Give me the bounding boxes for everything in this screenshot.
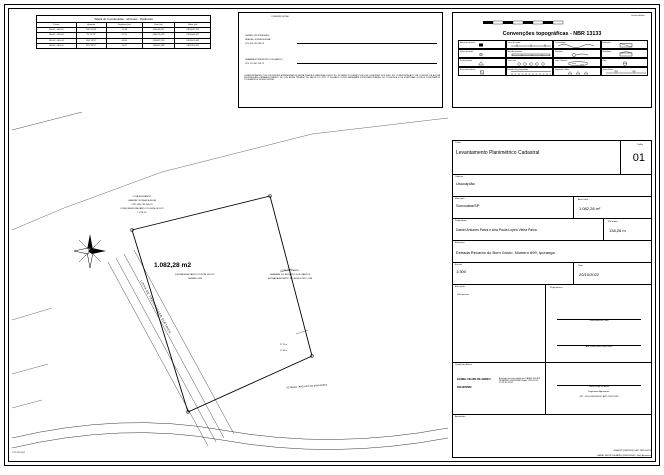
improvement-icon (602, 51, 649, 57)
tb-city-row (453, 197, 651, 219)
tb-owner-row (453, 219, 651, 241)
convention-label: Rede elétrica (602, 68, 614, 71)
cell: 156°78'12" (76, 38, 106, 43)
owner-line-1: GRACIELI FONSECA SILVA (245, 39, 271, 41)
convention-estaca-de-madeira (458, 67, 506, 76)
right-neighbour-line-3: ESTRADA RECANTO DO BOM GOSTO, 699 (267, 278, 313, 280)
cell: 27,11 (106, 33, 142, 38)
col-head-azimute: Azimute (76, 23, 106, 28)
footer-left: CT-TOPO-001 (12, 452, 25, 454)
convention-lago-represa (553, 58, 601, 67)
convention-label: Edificação (602, 41, 611, 44)
convention-label: Vegetação / Mata (555, 68, 569, 71)
convention-vertice-de-divisa (458, 49, 506, 58)
convention-cerca-viva (506, 58, 554, 67)
left-neighbour-line-4: CONDOMÍNIO RECANTO DO BOM GOSTO (120, 208, 164, 210)
cell: 254671,478 (142, 33, 175, 38)
convention-label: Vértice de divisa (460, 50, 474, 53)
lot-address-line-2: NÚMERO 699 (188, 278, 202, 280)
convention-muro-de-alvenaria (506, 49, 554, 58)
resp-label: Quadro de Áreas: (455, 364, 473, 366)
left-neighbour-line-3: CPF: 855.746.768-73 (131, 204, 153, 206)
object-label: Objetivo: (455, 176, 464, 178)
lot-address-line-1: ESTRADA RECANTO DO BOM GOSTO (175, 274, 215, 276)
owner-label: Proprietário: (455, 220, 467, 222)
site-plan-drawing (12, 112, 448, 456)
city-value: Sorocaba/SP (456, 203, 480, 208)
cell: 254645,032 (142, 28, 175, 33)
cell: 45,96 (106, 38, 142, 43)
dimension-1: 27,11 m (280, 344, 288, 346)
title-block (452, 140, 652, 458)
tb-notes-row (453, 415, 651, 475)
rule-2 (297, 63, 437, 64)
owners-label: Proprietários: (550, 287, 564, 289)
sheet-number: 01 (632, 152, 645, 164)
coordinate-table-title: Tabela de Coordenadas - azimutes - Distâncias (36, 15, 211, 22)
convention-label: Curso d'água (555, 41, 566, 44)
convention-ponto-de-apoio (458, 58, 506, 67)
object-value: Usucapião (456, 181, 475, 186)
right-neighbour-line-1: CONFRONTANTE: (280, 270, 300, 272)
convention-poco (601, 58, 649, 67)
convention-label: Benfeitoria (602, 50, 612, 53)
wall-icon (507, 51, 554, 57)
tb-scale-row (453, 263, 651, 285)
compass-icon (70, 230, 110, 272)
tech-name: Daniel Felipe de Abreu (588, 386, 610, 388)
lake-icon (554, 60, 601, 66)
exec-value: Visto pessoal (457, 294, 469, 296)
convention-label: Marco de concreto (460, 41, 475, 44)
left-neighbour-line-2: GRACIELI FONSECA SILVA (128, 200, 156, 202)
table-row (37, 43, 211, 48)
area-label: Área Total: (578, 199, 589, 201)
bottom-road-label: ESTRADA - RECANTO DO BOM GOSTO (286, 384, 328, 390)
cell: 15,47 (106, 43, 142, 48)
col-head-ponto: Ponto (37, 23, 77, 28)
left-neighbour-line-1: CONFRONTANTE: (132, 196, 152, 198)
cell: 254661,438 (142, 43, 175, 48)
resp-name: DANIEL FELIPE DE ABREU (457, 378, 491, 381)
convention-curso-dagua (553, 40, 601, 49)
convention-label: Poço (602, 59, 607, 62)
convention-label: Ponto de apoio (460, 59, 473, 62)
convention-edificacao (601, 40, 649, 49)
col-head-norte: Norte (m) (175, 23, 211, 28)
sheet-label: Folha (637, 144, 643, 146)
city-label: Município: (455, 198, 465, 200)
convention-label: Cerca viva (507, 59, 516, 62)
cell: 75°17'05" (76, 33, 106, 38)
fence-icon (507, 42, 554, 48)
cell: 221°39'17" (76, 43, 106, 48)
cell: 236°37'09" (76, 28, 106, 33)
annotations-label: Anotações: (455, 416, 466, 418)
convention-label: Estrada não pavimentada (507, 68, 528, 71)
resp-registration: 5641305580 (457, 386, 472, 389)
address-label: Endereço: (455, 242, 465, 244)
notes-body: CONFRONTANTES COM OS IMÓVEIS APRESENTADOS NESTA PLANTA E MEMORIAL ÚNICO NO TOCANTE DO ESPAÇO EM QUE CONFIRMO DOS FINS. FOI CONFRONTAÇÃO COM O IMÓVEL DE ACQUA PROPRIEDADE ESTABELECIMENTO DE QUE ASSIM TÉRMINO DE VALOR DO TIPO, O ELEVADO OUTRO ARREMATE ESTÁ PARTICIPAÇÃO DO CONJUGUE E DE EVENTUAIS OUTROS CONDÔMINOS TITULARES DE NOSSO IMÓVEL. (244, 75, 440, 82)
building-icon (602, 42, 649, 48)
notes-title: CONFERIR NOTAS (271, 16, 289, 18)
cell: M0-03 - M0-04 (37, 38, 77, 43)
cell: 7401411,437 (175, 43, 211, 48)
cell: M0-04 - M0-01 (37, 43, 77, 48)
right-neighbour-line-2: GRAVAME DO RECANTO DOS SANTOS (269, 274, 311, 276)
owner-line-3: GRAVAME ET/REGISTRO DOS SANTOS (245, 59, 283, 61)
convention-label: Lago / Represa (555, 59, 568, 62)
owner-value: Daniel Antunes Paiva e Ana Paula Lopes Vieira Paiva (456, 228, 537, 232)
lot-area-label: 1.082,28 m2 (154, 262, 192, 269)
notes-box (238, 12, 443, 108)
well-icon (602, 60, 649, 66)
convention-label: Estaca de madeira (460, 68, 475, 71)
tech-registration: CRT - 5641-5069595108 - ART 2232774491 (579, 396, 619, 398)
convention-label: Nascente (555, 50, 563, 53)
cell: 7401441,482 (175, 38, 211, 43)
tb-address-row (453, 241, 651, 263)
resp-digital-note: Assinado de forma digital por DANIEL FELIPE DE ABREU:5641305580 Dados: 2022.10.20 17:42:18 -03'00' (499, 378, 541, 385)
exec-label: Execução: (455, 286, 466, 288)
rule-1 (297, 43, 437, 44)
control-point-icon (459, 60, 506, 66)
convention-rede-eletrica (601, 67, 649, 76)
perimeter-label: Perímetro: (608, 221, 619, 223)
marco-icon (459, 42, 506, 48)
north-compass (70, 230, 110, 272)
scale-label: Escala: (455, 264, 463, 266)
dimension-2: 17,49 m (280, 350, 288, 352)
address-value: Estrada Recanto do Bom Gosto, Número 699, Iporanga (456, 250, 555, 255)
footer-right-1: CREA-SP 5069595035 / ART 28027944170 (613, 450, 652, 452)
stake-icon (459, 69, 506, 75)
spring-icon (554, 51, 601, 57)
date-value: 20/10/2022 (579, 272, 600, 277)
area-value: 1.082,28 m² (579, 206, 601, 211)
cell: 7401463,427 (175, 33, 211, 38)
cell: 7401447,762 (175, 28, 211, 33)
tb-object-row (453, 175, 651, 197)
convention-label: Muro de alvenaria (507, 50, 522, 53)
owner-label: OWNER / PROPRIETÁRIO (245, 35, 270, 37)
convention-estrada-nao-pavimentada (506, 67, 554, 76)
convention-benfeitoria (601, 49, 649, 58)
coordinate-table (36, 15, 211, 60)
tb-title-row (453, 141, 651, 175)
signature-name-2: Ana Paula Lopes Vieira Paiva (585, 346, 613, 348)
transmission-line-label: LINHA DE TRANSMISSÃO ELÉTRICA (139, 279, 173, 335)
vertex-icon (459, 51, 506, 57)
owner-line-4: CPF: 112.567.228-75 (245, 63, 264, 65)
site-plan-svg (12, 112, 448, 456)
graphic-scale-bar (483, 19, 565, 27)
cell: M0-01 - M0-02 (37, 28, 77, 33)
cell: M0-02 - M0-03 (37, 33, 77, 38)
convention-nascente (553, 49, 601, 58)
col-head-dist: Distância (m) (106, 23, 142, 28)
perimeter-value: 138,26 m (609, 228, 626, 233)
cell: 254687,219 (142, 38, 175, 43)
power-line-icon (602, 69, 649, 75)
dirt-road-icon (507, 69, 554, 75)
stream-icon (554, 42, 601, 48)
title-value: Levantamento Planimétrico Cadastral (456, 150, 540, 156)
vegetation-icon (554, 69, 601, 75)
convention-label: Cerca de arame (507, 41, 521, 44)
hedge-icon (507, 60, 554, 66)
owner-line-2: CPF: 855.746.768-73 (245, 43, 265, 45)
signature-name-1: Daniel Antunes Paiva (589, 320, 609, 322)
tb-signature-row (453, 285, 651, 363)
conventions-box (452, 12, 652, 108)
tb-responsible-row (453, 363, 651, 415)
left-neighbour-line-5: LOTE 13 (137, 212, 147, 214)
footer-right-2: DANIEL FELIPE DE ABREU (9641305580) - Eng. Agrimensor (597, 455, 652, 457)
date-label: Data: (578, 265, 584, 267)
cell: 17,49 (106, 28, 142, 33)
tech-title: Engenheiro Agrimensor (588, 391, 610, 393)
convention-cerca-de-arame (506, 40, 554, 49)
title-label: Título: (455, 142, 462, 144)
col-head-este: Este (m) (142, 23, 175, 28)
convention-marco-de-concreto (458, 40, 506, 49)
conventions-title: Convenções topográficas - NBR 13133 (502, 31, 602, 37)
scale-value: 1:300 (456, 269, 467, 274)
scale-graphic-label: Escala Gráfica: (631, 15, 645, 17)
convention-vegetacao-mata (553, 67, 601, 76)
